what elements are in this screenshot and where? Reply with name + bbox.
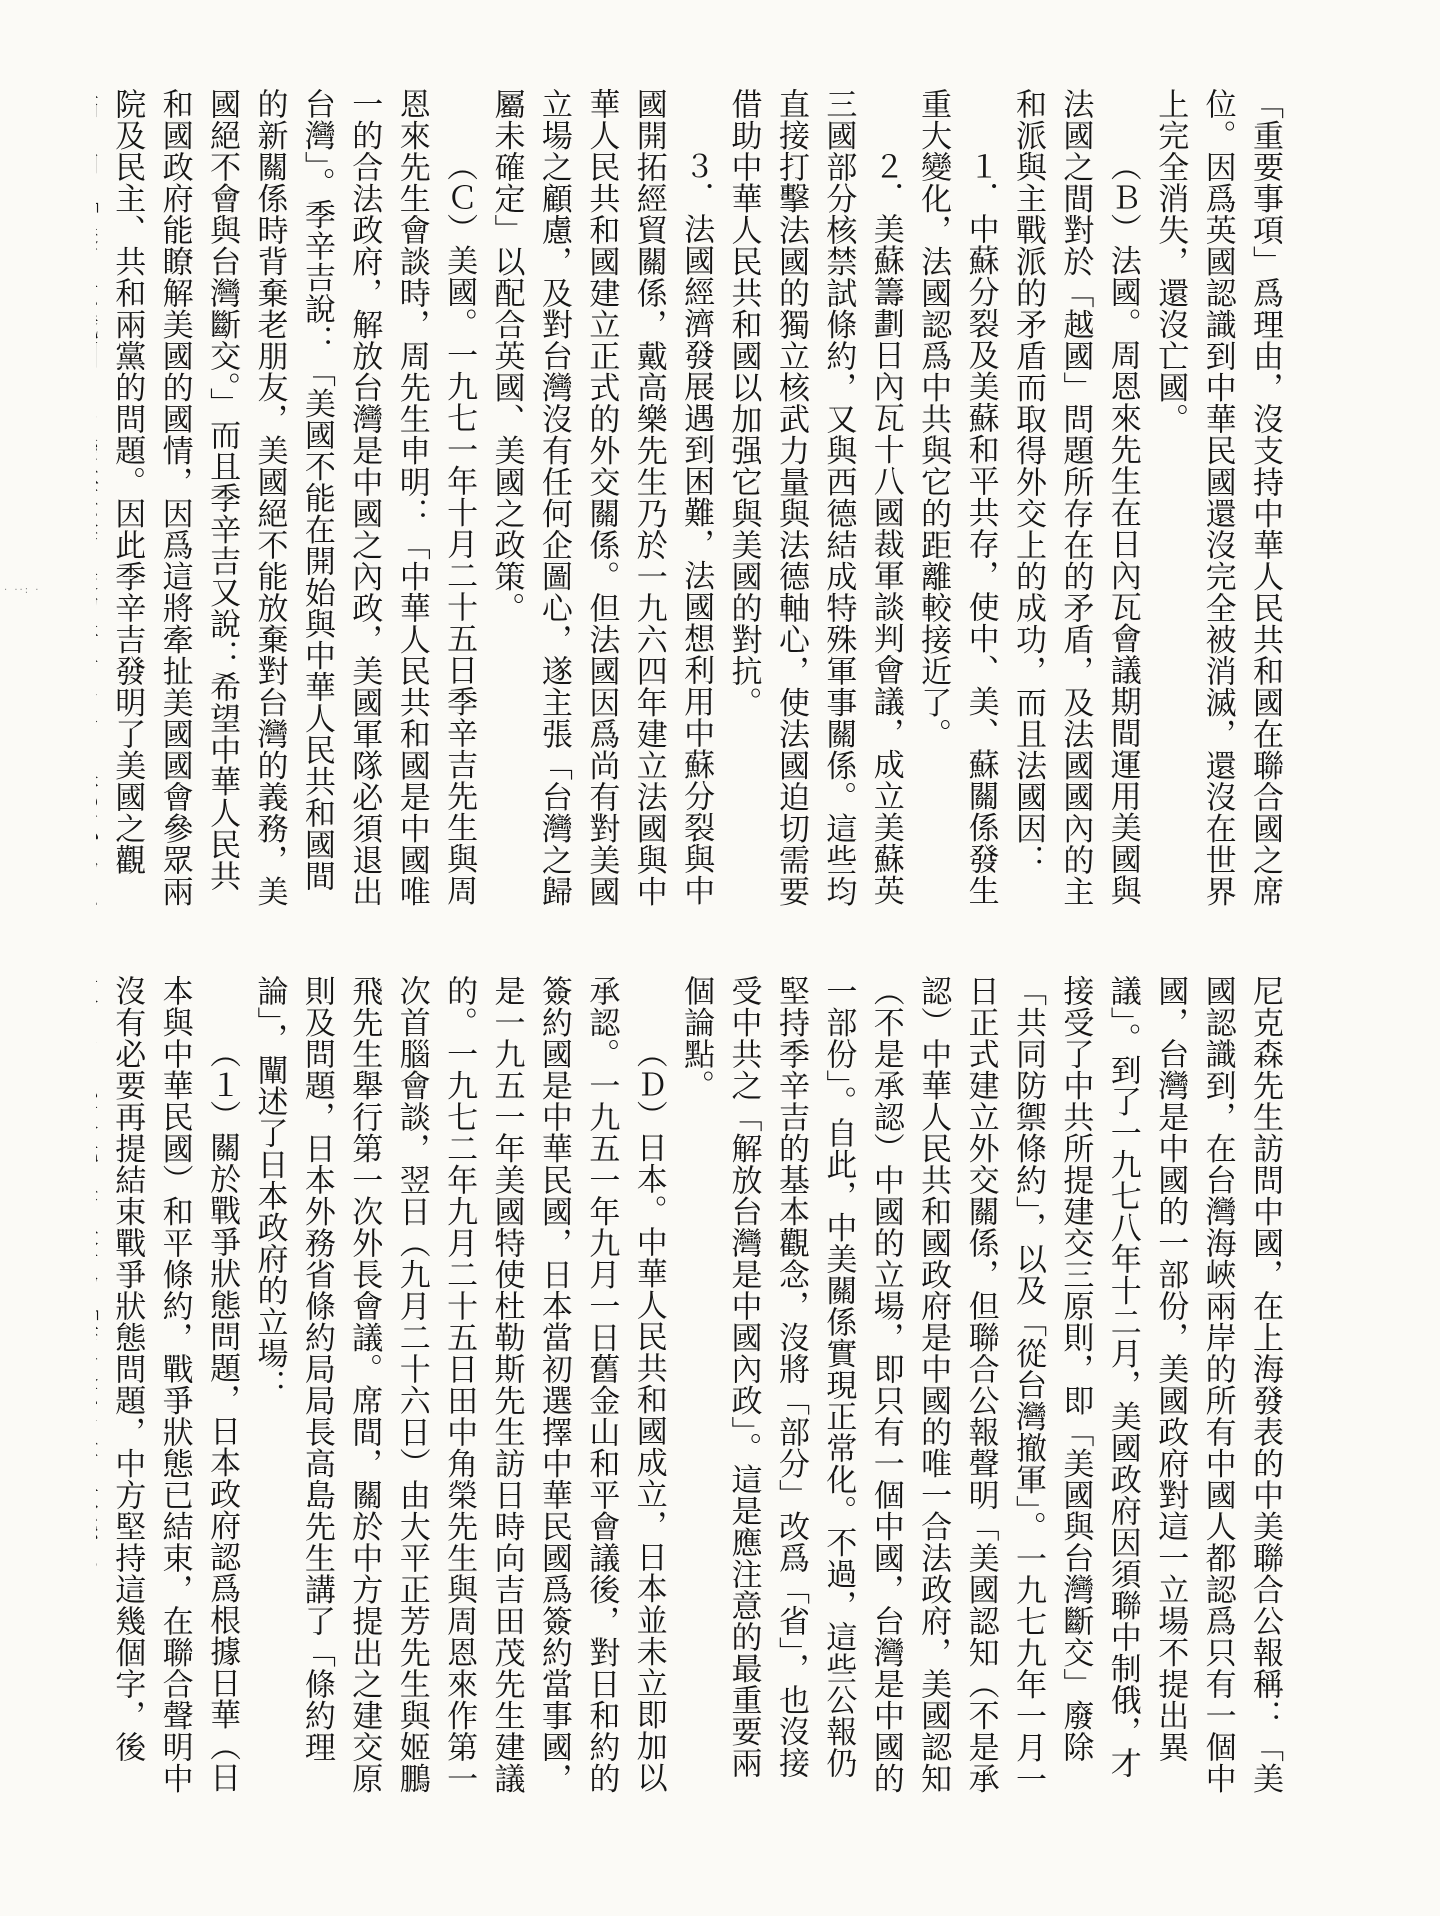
paragraph-japan-point-1: （１）關於戰爭狀態問題，日本政府認爲根據日華（日本與中華民國）和平條約，戰爭狀態已結束，在聯合聲明中沒有必要再提結束戰爭狀態問題，中方堅持這幾個字，後 [109,975,241,1794]
paragraph-usa: （Ｃ）美國。一九七一年十月二十五日季辛吉先生與周恩來先生會談時，周先生申明：「中華人民共和國是中國唯一的合法政府，解放台灣是中國之內政，美國軍隊必須退出台灣」。季辛吉說：「美國不能在開始與中華人民共和國間的新關係時背棄老朋友，美國絕不能放棄對台灣的義務，美國絕不會與台灣斷交。」而且季辛吉又說：希望中華人民共和國政府能瞭解美國的國情，因爲這將牽扯美國國會參眾兩院及民主、共和兩黨的問題。因此季辛吉發明了美國之觀 [109,88,478,907]
paragraph-britain-continued: 「重要事項」爲理由，沒支持中華人民共和國在聯合國之席位。因爲英國認識到中華民國還沒完全被消滅，還沒在世界上完全消失，還沒亡國。 [1152,88,1283,907]
top-text-band [96,88,1288,916]
paragraph-france-intro: （Ｂ）法國。周恩來先生在日內瓦會議期間運用美國與法國之間對於「越國」問題所存在的矛盾，及法國國內的主和派與主戰派的矛盾而取得外交上的成功，而且法國因： [1009,88,1141,907]
paragraph-france-point-3: ３．法國經濟發展遇到困難，法國想利用中蘇分裂與中國開拓經貿關係，戴高樂先生乃於一九六四年建立法國與中華人民共和國建立正式的外交關係。但法國因爲尚有對美國立場之顧慮，及對台灣沒有任何企圖心，遂主張「台灣之歸屬未確定」以配合英國、美國之政策。 [488,88,715,907]
paragraph-france-point-2: ２．美蘇籌劃日內瓦十八國裁軍談判會議，成立美蘇英三國部分核禁試條約，又與西德結成特殊軍事關係。這些均直接打擊法國的獨立核武力量與法德軸心，使法國迫切需要借助中華人民共和國以加强它與美國的對抗。 [725,88,904,907]
scan-speck: · ··: · [4,585,41,596]
paragraph-france-point-1: １．中蘇分裂及美蘇和平共存，使中、美、蘇關係發生重大變化，法國認爲中共與它的距離較接近了。 [915,88,999,906]
paragraph-japan-intro: （Ｄ）日本。中華人民共和國成立，日本並未立即加以承認。一九五一年九月一日舊金山和平會議後，對日和約的簽約國是中華民國，日本當初選擇中華民國爲簽約當事國，是一九五一年美國特使杜勒斯先生訪日時向吉田茂先生建議的。一九七二年九月二十五日田中角榮先生與周恩來作第一次首腦會談，翌日（九月二十六日）由大平正芳先生與姬鵬飛先生舉行第一次外長會議。席間，關於中方提出之建交原則及問題，日本外務省條約局局長高島先生講了「條約理論」，闡述了日本政府的立場： [251,975,667,1794]
paragraph-usa-continued: 尼克森先生訪問中國，在上海發表的中美聯合公報稱：「美國認識到，在台灣海峽兩岸的所有中國人都認爲只有一個中國，台灣是中國的一部份，美國政府對這一立場不提出異議」。到了一九七八年十二月，美國政府因須聯中制俄，才接受了中共所提建交三原則，即「美國與台灣斷交」廢除「共同防禦條約」，以及「從台灣撤軍」。一九七九年一月一日正式建立外交關係，但聯合公報聲明「美國認知（不是承認）中華人民共和國政府是中國的唯一合法政府，美國認知（不是承認）中國的立場，即只有一個中國，台灣是中國的一部份」。自此，中美關係實現正常化。不過，這些公報仍堅持季辛吉的基本觀念，沒將「部分」改爲「省」，也沒接受中共之「解放台灣是中國內政」。這是應注意的最重要兩個論點。 [678,975,1283,1795]
bottom-text-band [96,975,1288,1803]
